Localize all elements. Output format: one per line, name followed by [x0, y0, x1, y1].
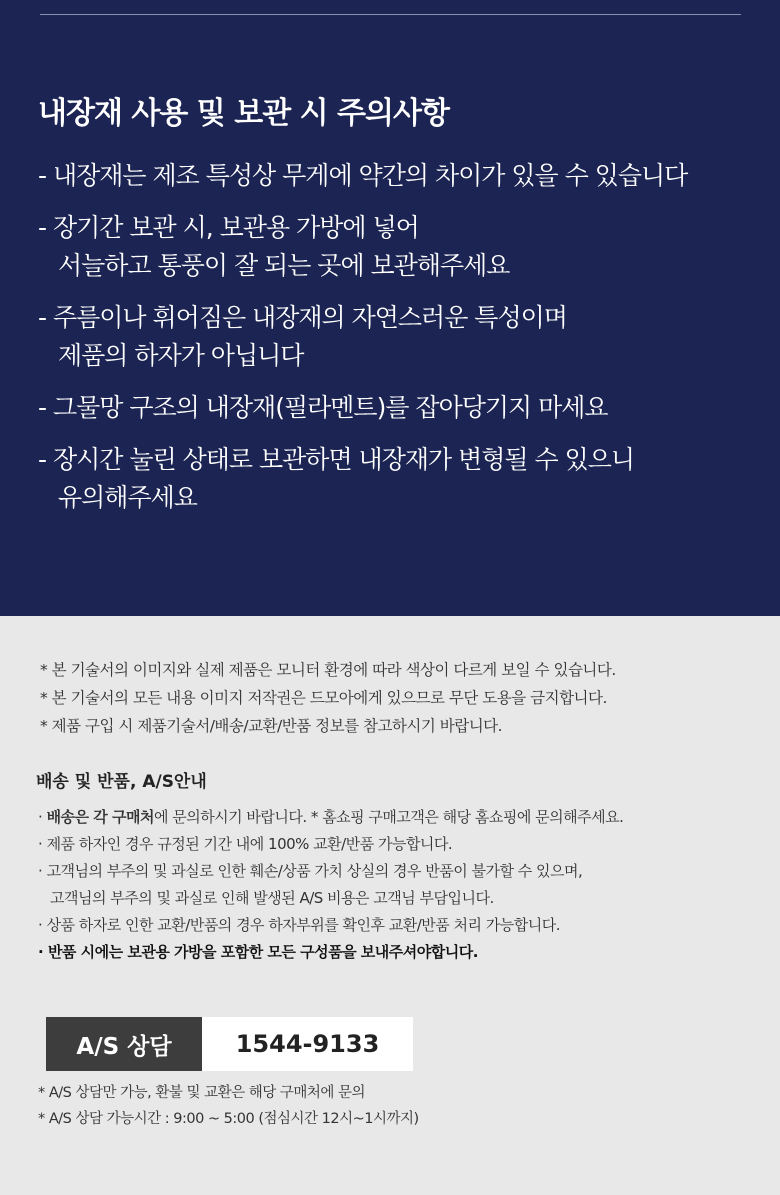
shipping-title: 배송 및 반품, A/S안내 [36, 772, 207, 792]
bullet: · [38, 835, 43, 853]
shipping-item [38, 831, 623, 858]
shipping-item-text: 고객님의 부주의 및 과실로 인한 훼손/상품 가치 상실의 경우 반품이 불가할 수 있으며, [46, 862, 583, 880]
care-item-text: - 장시간 눌린 상태로 보관하면 내장재가 변형될 수 있으니 [38, 445, 635, 474]
bullet: · [38, 943, 44, 961]
shipping-list [38, 804, 623, 966]
shipping-item-emphasis [38, 939, 623, 966]
notice-item: * 본 기술서의 모든 내용 이미지 저작권은 드모아에게 있으므로 무단 도용을 금지합니다. [40, 689, 607, 707]
care-item [38, 157, 687, 195]
as-note: * A/S 상담 가능시간 : 9:00 ~ 5:00 (점심시간 12시~1시까지) [38, 1111, 419, 1127]
as-note: * A/S 상담만 가능, 환불 및 교환은 해당 구매처에 문의 [38, 1085, 365, 1101]
shipping-item-text: 에 문의하시기 바랍니다. * 홈쇼핑 구매고객은 해당 홈쇼핑에 문의해주세요. [153, 808, 624, 826]
care-item-text-cont: 서늘하고 통풍이 잘 되는 곳에 보관해주세요 [58, 251, 510, 280]
bullet: · [38, 808, 43, 826]
info-panel [0, 616, 780, 1195]
care-item-text: - 내장재는 제조 특성상 무게에 약간의 차이가 있을 수 있습니다 [38, 161, 688, 190]
care-item [38, 299, 687, 375]
shipping-item-text: 제품 하자인 경우 규정된 기간 내에 100% 교환/반품 가능합니다. [46, 835, 453, 853]
care-item-text: - 장기간 보관 시, 보관용 가방에 넣어 [38, 213, 419, 242]
shipping-item-text: 반품 시에는 보관용 가방을 포함한 모든 구성품을 보내주셔야합니다. [47, 943, 478, 961]
care-item [38, 389, 687, 427]
shipping-item-text: 상품 하자로 인한 교환/반품의 경우 하자부위를 확인후 교환/반품 처리 가능합니다. [46, 916, 561, 934]
care-item [38, 441, 687, 517]
divider [40, 14, 741, 15]
care-item-text-cont: 제품의 하자가 아닙니다 [58, 341, 304, 370]
as-label: A/S 상담 [46, 1017, 202, 1071]
shipping-item [38, 912, 623, 939]
shipping-item [38, 858, 623, 912]
as-contact-box [46, 1017, 413, 1071]
care-title: 내장재 사용 및 보관 시 주의사항 [38, 96, 449, 131]
bullet: · [38, 916, 43, 934]
as-notes [38, 1080, 419, 1132]
notice-item: * 본 기술서의 이미지와 실제 제품은 모니터 환경에 따라 색상이 다르게 보일 수 있습니다. [40, 661, 616, 679]
shipping-item [38, 804, 623, 831]
as-phone-number: 1544-9133 [202, 1017, 413, 1071]
care-list [38, 157, 687, 531]
care-item-text: - 그물망 구조의 내장재(필라멘트)를 잡아당기지 마세요 [38, 393, 608, 422]
care-item [38, 209, 687, 285]
shipping-item-bold: 배송은 각 구매처 [46, 808, 154, 826]
bullet: · [38, 862, 43, 880]
care-item-text: - 주름이나 휘어짐은 내장재의 자연스러운 특성이며 [38, 303, 567, 332]
notice-list [40, 656, 616, 740]
notice-item: * 제품 구입 시 제품기술서/배송/교환/반품 정보를 참고하시기 바랍니다. [40, 717, 503, 735]
shipping-item-text-cont: 고객님의 부주의 및 과실로 인해 발생된 A/S 비용은 고객님 부담입니다. [50, 889, 494, 907]
care-item-text-cont: 유의해주세요 [58, 483, 197, 512]
